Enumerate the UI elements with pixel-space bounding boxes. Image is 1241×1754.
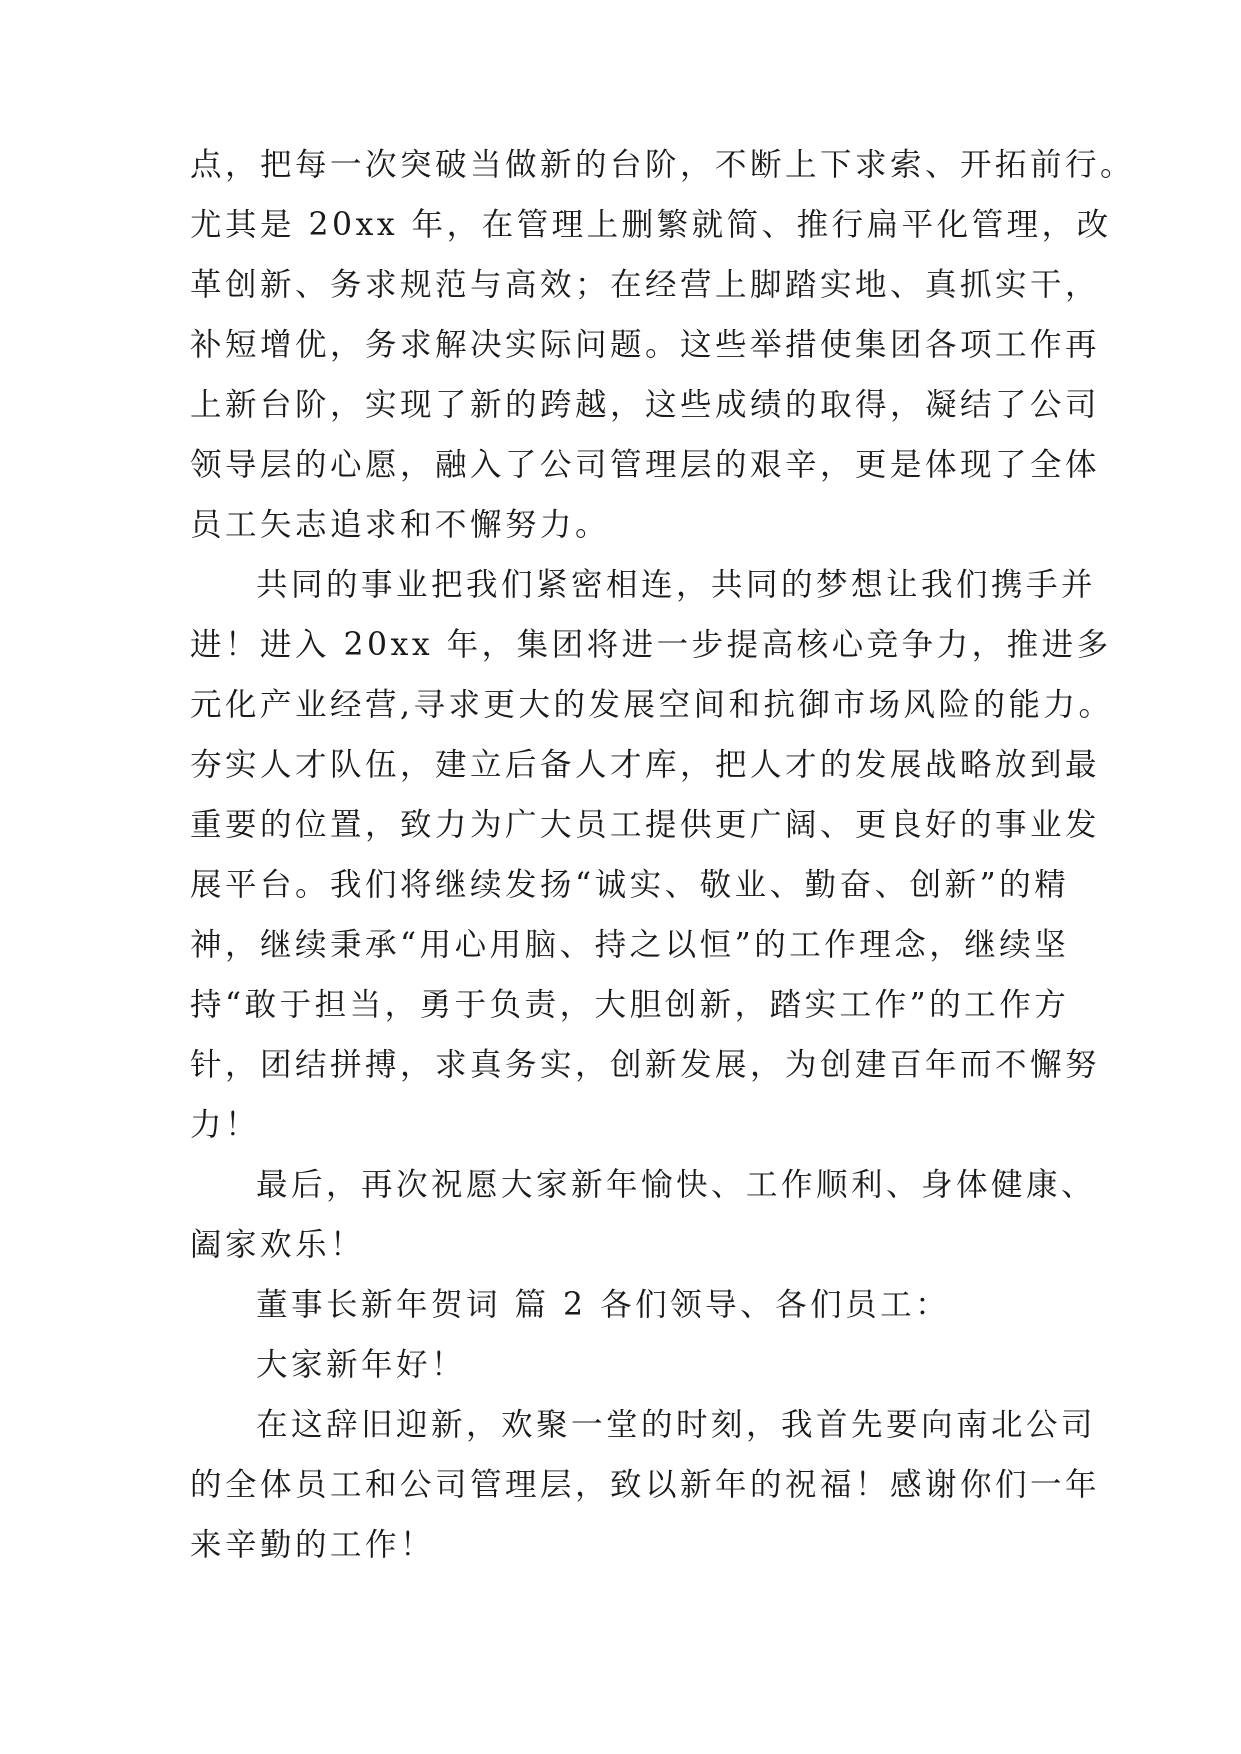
text-line: 的全体员工和公司管理层，致以新年的祝福！感谢你们一年 [190, 1467, 1101, 1503]
text-line: 点，把每一次突破当做新的台阶，不断上下求索、开拓前行。 [190, 147, 1136, 183]
text-line: 最后，再次祝愿大家新年愉快、工作顺利、身体健康、 [256, 1167, 1097, 1203]
text-line: 来辛勤的工作！ [190, 1527, 436, 1563]
text-line: 革创新、务求规范与高效；在经营上脚踏实地、真抓实干， [190, 267, 1101, 303]
text-line: 大家新年好！ [256, 1347, 467, 1383]
text-line: 持“敢于担当，勇于负责，大胆创新，踏实工作”的工作方 [190, 987, 1070, 1023]
text-line: 上新台阶，实现了新的跨越，这些成绩的取得，凝结了公司 [190, 387, 1101, 423]
text-line: 元化产业经营,寻求更大的发展空间和抗御市场风险的能力。 [190, 687, 1114, 723]
text-line: 夯实人才队伍，建立后备人才库，把人才的发展战略放到最 [190, 747, 1101, 783]
text-line: 针，团结拼搏，求真务实，创新发展，为创建百年而不懈努 [190, 1047, 1101, 1083]
text-line: 展平台。我们将继续发扬“诚实、敬业、勤奋、创新”的精 [190, 867, 1070, 903]
text-line: 共同的事业把我们紧密相连，共同的梦想让我们携手并 [256, 567, 1097, 603]
text-line: 董事长新年贺词 篇 2 各们领导、各们员工： [256, 1287, 951, 1323]
text-line: 员工矢志追求和不懈努力。 [190, 507, 611, 543]
text-line: 补短增优，务求解决实际问题。这些举措使集团各项工作再 [190, 327, 1101, 363]
text-line: 在这辞旧迎新，欢聚一堂的时刻，我首先要向南北公司 [256, 1407, 1097, 1443]
text-line: 尤其是 20xx 年，在管理上删繁就简、推行扁平化管理，改 [190, 207, 1112, 243]
document-body [190, 135, 1136, 1575]
text-line: 重要的位置，致力为广大员工提供更广阔、更良好的事业发 [190, 807, 1101, 843]
text-line: 进！进入 20xx 年，集团将进一步提高核心竞争力，推进多 [190, 627, 1112, 663]
text-line: 神，继续秉承“用心用脑、持之以恒”的工作理念，继续坚 [190, 927, 1070, 963]
text-line: 阖家欢乐！ [190, 1227, 366, 1263]
text-line: 领导层的心愿，融入了公司管理层的艰辛，更是体现了全体 [190, 447, 1101, 483]
text-line: 力！ [190, 1107, 261, 1143]
